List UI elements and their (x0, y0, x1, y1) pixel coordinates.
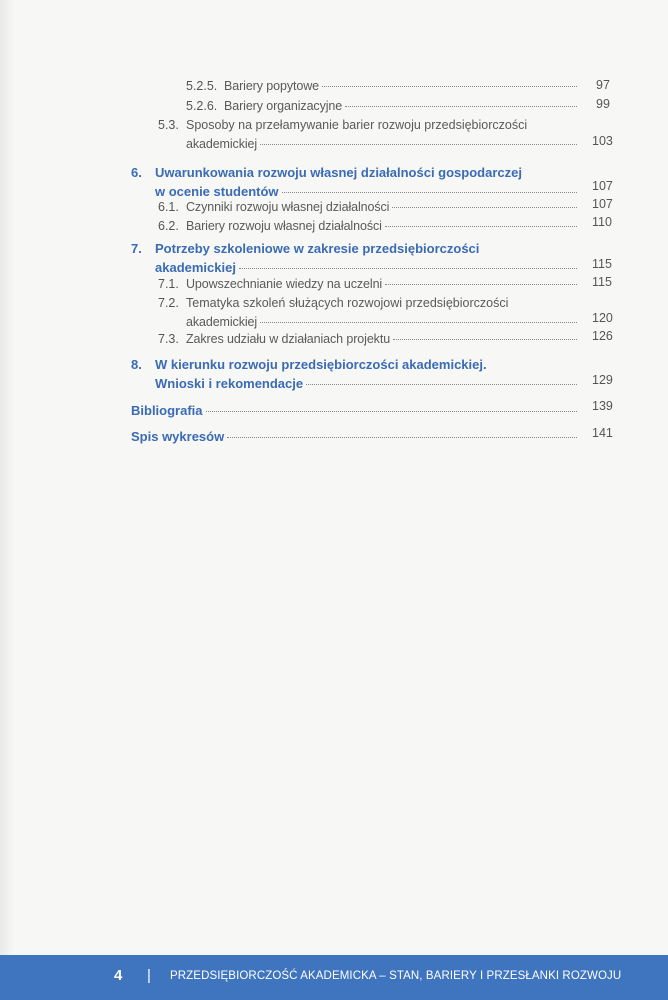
dot-leader (385, 284, 577, 285)
footer-running-title: PRZEDSIĘBIORCZOŚĆ AKADEMICKA – STAN, BARIERY I PRZESŁANKI ROZWOJU (170, 970, 622, 982)
toc-entry-number: 5.3. (158, 118, 179, 132)
chapter-number: 6. (131, 165, 142, 180)
chapter-title-line2: Wnioski i rekomendacje (155, 376, 304, 391)
toc-entry-title-line1: Sposoby na przełamywanie barier rozwoju przedsiębiorczości (186, 118, 528, 132)
toc-bibliografia[interactable] (131, 403, 580, 418)
chapter-title-line1: Uwarunkowania rozwoju własnej działalności gospodarczej (155, 165, 522, 180)
toc-entry-title: Zakres udziału w działaniach projektu (186, 332, 391, 346)
toc-page-number: 120 (592, 311, 613, 325)
toc-entry-number: 6.1. (158, 200, 179, 214)
toc-page-number: 126 (592, 329, 613, 343)
toc-page-number: 107 (592, 197, 613, 211)
dot-leader (392, 207, 577, 208)
toc-entry-5-3[interactable] (186, 137, 580, 151)
dot-leader (260, 144, 577, 145)
bibliography-title: Bibliografia (131, 403, 203, 418)
toc-page-number: 99 (596, 97, 610, 111)
toc-entry-7-2[interactable] (186, 315, 580, 329)
toc-entry-7-1[interactable] (186, 277, 580, 291)
toc-entry-title: Czynniki rozwoju własnej działalności (186, 200, 390, 214)
toc-page-number: 97 (596, 78, 610, 92)
chapter-number: 7. (131, 241, 142, 256)
dot-leader (227, 437, 577, 438)
toc-entry-number: 6.2. (158, 219, 179, 233)
dot-leader (393, 339, 577, 340)
toc-entry-title: Upowszechnianie wiedzy na uczelni (186, 277, 383, 291)
chapter-number: 8. (131, 357, 142, 372)
list-of-charts-title: Spis wykresów (131, 429, 225, 444)
page-edge-shadow (0, 0, 14, 955)
toc-chapter-6[interactable] (155, 184, 580, 199)
footer-separator: | (147, 967, 151, 984)
toc-entry-number: 5.2.6. (186, 99, 218, 113)
chapter-title-line2: akademickiej (155, 260, 236, 275)
toc-entry-6-2[interactable] (186, 219, 580, 233)
toc-entry-5-2-6[interactable] (224, 99, 580, 113)
toc-spis-wykresow[interactable] (131, 429, 580, 444)
page-footer-bar (0, 955, 668, 1000)
dot-leader (322, 86, 577, 87)
toc-entry-5-2-5[interactable] (224, 79, 580, 93)
toc-page-number: 115 (592, 257, 612, 271)
toc-entry-6-1[interactable] (186, 200, 580, 214)
toc-entry-title: Bariery organizacyjne (224, 99, 343, 113)
toc-entry-title: Bariery rozwoju własnej działalności (186, 219, 382, 233)
toc-entry-number: 5.2.5. (186, 79, 218, 93)
dot-leader (385, 226, 577, 227)
toc-chapter-8[interactable] (155, 376, 580, 391)
dot-leader (306, 384, 577, 385)
toc-page-number: 110 (592, 215, 612, 229)
toc-page-number: 139 (592, 399, 613, 413)
toc-entry-number: 7.3. (158, 332, 179, 346)
toc-entry-number: 7.1. (158, 277, 179, 291)
toc-chapter-7[interactable] (155, 260, 580, 275)
toc-page-number: 141 (592, 426, 613, 440)
toc-page-number: 115 (592, 275, 612, 289)
toc-page-number: 103 (592, 134, 613, 148)
dot-leader (282, 192, 577, 193)
toc-entry-title: Bariery popytowe (224, 79, 319, 93)
toc-entry-title-line1: Tematyka szkoleń służących rozwojowi przedsiębiorczości (186, 296, 509, 310)
dot-leader (260, 322, 577, 323)
dot-leader (206, 411, 577, 412)
toc-entry-title-line2: akademickiej (186, 315, 258, 329)
footer-page-number: 4 (114, 967, 123, 984)
dot-leader (239, 268, 577, 269)
toc-page-number: 129 (592, 373, 613, 387)
chapter-title-line1: W kierunku rozwoju przedsiębiorczości akademickiej. (155, 357, 487, 372)
chapter-title-line2: w ocenie studentów (155, 184, 279, 199)
toc-entry-7-3[interactable] (186, 332, 580, 346)
toc-entry-title-line2: akademickiej (186, 137, 258, 151)
dot-leader (345, 106, 577, 107)
toc-page-number: 107 (592, 179, 613, 193)
toc-entry-number: 7.2. (158, 296, 179, 310)
chapter-title-line1: Potrzeby szkoleniowe w zakresie przedsiębiorczości (155, 241, 480, 256)
